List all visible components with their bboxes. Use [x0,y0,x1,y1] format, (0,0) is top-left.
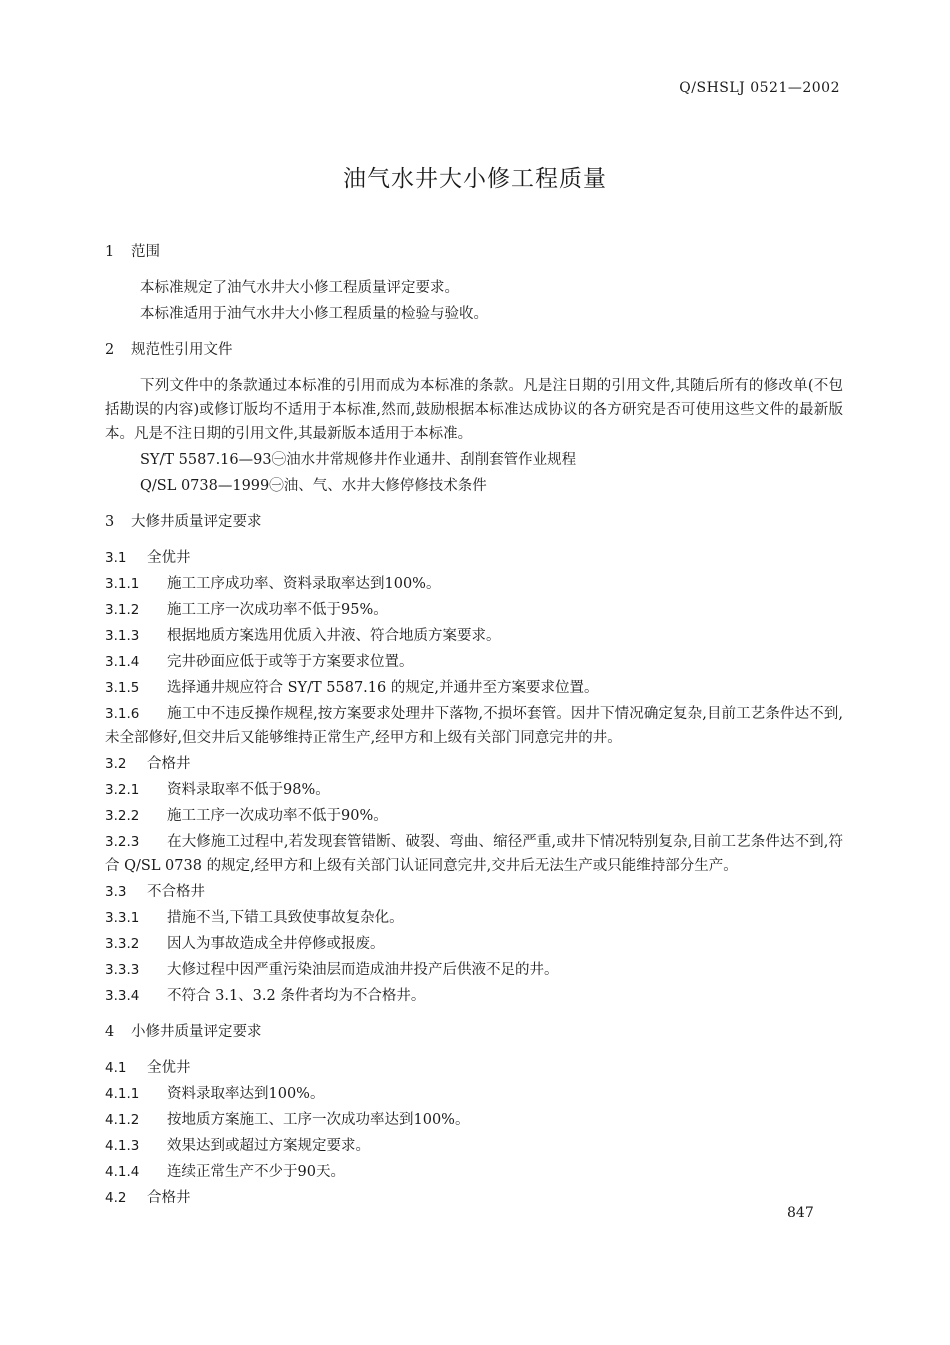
clause-item [105,830,843,878]
subsection-title: 全优井 [147,550,191,566]
clause-number: 4.1.3 [105,1138,140,1154]
section-number: 1 [105,244,115,260]
subsection-number: 4.1 [105,1060,127,1076]
clause-text: 在大修施工过程中,若发现套管错断、破裂、弯曲、缩径严重,或井下情况特别复杂,目前工艺条件达不到,符合 Q/SL 0738 的规定,经甲方和上级有关部门认证同意完井,交井后无法生产或只能维持部分生产。 [105,834,843,874]
section-title: 大修井质量评定要求 [131,514,262,530]
clause-number: 4.1.1 [105,1086,140,1102]
subsection-title: 全优井 [147,1060,191,1076]
clause-number: 3.3.1 [105,910,140,926]
clause-number: 3.3.3 [105,962,140,978]
document-body [105,240,843,1212]
clause-text: 选择通井规应符合 SY/T 5587.16 的规定,并通井至方案要求位置。 [167,680,599,696]
clause-item [105,778,843,802]
clause-item [105,650,843,674]
page-number: 847 [787,1205,814,1221]
clause-item [105,932,843,956]
clause-text: 根据地质方案选用优质入井液、符合地质方案要求。 [167,628,501,644]
section-number: 2 [105,342,115,358]
document-title: 油气水井大小修工程质量 [343,166,607,192]
section-title: 范围 [131,244,160,260]
clause-item [105,958,843,982]
subsection-title: 合格井 [147,1190,191,1206]
subsection-number: 3.2 [105,756,127,772]
section-heading [105,240,843,264]
section-heading [105,1020,843,1044]
clause-text: 因人为事故造成全井停修或报废。 [167,936,385,952]
clause-number: 4.1.2 [105,1112,140,1128]
clause-text: 不符合 3.1、3.2 条件者均为不合格井。 [167,988,426,1004]
clause-item [105,1134,843,1158]
clause-text: 大修过程中因严重污染油层而造成油井投产后供液不足的井。 [167,962,559,978]
clause-text: 连续正常生产不少于90天。 [167,1164,345,1180]
subsection-title: 不合格井 [147,884,205,900]
section-heading [105,510,843,534]
subsection-number: 3.3 [105,884,127,900]
clause-item [105,598,843,622]
section-number: 4 [105,1024,115,1040]
clause-item [105,572,843,596]
clause-number: 3.3.2 [105,936,140,952]
section-number: 3 [105,514,115,530]
clause-item [105,1160,843,1184]
clause-item [105,804,843,828]
clause-number: 3.1.6 [105,706,140,722]
subsection-number: 3.1 [105,550,127,566]
section-heading [105,338,843,362]
clause-text: 效果达到或超过方案规定要求。 [167,1138,370,1154]
clause-text: 施工工序一次成功率不低于90%。 [167,808,388,824]
reference-item: Q/SL 0738—1999㊀油、气、水井大修停修技术条件 [140,478,487,494]
clause-item [105,676,843,700]
clause-number: 3.2.1 [105,782,140,798]
subsection-heading [105,1056,843,1080]
standard-code: Q/SHSLJ 0521—2002 [679,80,840,96]
clause-item [105,1082,843,1106]
subsection-heading [105,880,843,904]
clause-item [105,984,843,1008]
clause-text: 施工中不违反操作规程,按方案要求处理井下落物,不损坏套管。因井下情况确定复杂,目前工艺条件达不到,未全部修好,但交井后又能够维持正常生产,经甲方和上级有关部门同意完井的井。 [105,706,843,746]
clause-text: 施工工序成功率、资料录取率达到100%。 [167,576,441,592]
clause-number: 3.2.2 [105,808,140,824]
clause-number: 4.1.4 [105,1164,140,1180]
subsection-heading [105,1186,843,1210]
clause-text: 完井砂面应低于或等于方案要求位置。 [167,654,414,670]
clause-text: 措施不当,下错工具致使事故复杂化。 [167,910,404,926]
clause-item [105,906,843,930]
section-title: 规范性引用文件 [131,342,233,358]
clause-number: 3.1.2 [105,602,140,618]
clause-text: 按地质方案施工、工序一次成功率达到100%。 [167,1112,470,1128]
clause-item [105,1108,843,1132]
reference-item: SY/T 5587.16—93㊀油水井常规修井作业通井、刮削套管作业规程 [140,452,577,468]
clause-number: 3.1.1 [105,576,140,592]
clause-number: 3.1.5 [105,680,140,696]
paragraph: 本标准适用于油气水井大小修工程质量的检验与验收。 [140,306,488,322]
section-title: 小修井质量评定要求 [131,1024,262,1040]
clause-text: 资料录取率达到100%。 [167,1086,325,1102]
clause-number: 3.1.4 [105,654,140,670]
clause-number: 3.1.3 [105,628,140,644]
subsection-number: 4.2 [105,1190,127,1206]
clause-number: 3.3.4 [105,988,140,1004]
paragraph: 下列文件中的条款通过本标准的引用而成为本标准的条款。凡是注日期的引用文件,其随后所有的修改单(不包括勘误的内容)或修订版均不适用于本标准,然而,鼓励根据本标准达成协议的各方研究是否可使用这些文件的最新版本。凡是不注日期的引用文件,其最新版本适用于本标准。 [105,378,843,442]
clause-item [105,702,843,750]
subsection-heading [105,546,843,570]
subsection-title: 合格井 [147,756,191,772]
clause-number: 3.2.3 [105,834,140,850]
subsection-heading [105,752,843,776]
clause-text: 资料录取率不低于98%。 [167,782,330,798]
paragraph: 本标准规定了油气水井大小修工程质量评定要求。 [140,280,459,296]
clause-text: 施工工序一次成功率不低于95%。 [167,602,388,618]
clause-item [105,624,843,648]
